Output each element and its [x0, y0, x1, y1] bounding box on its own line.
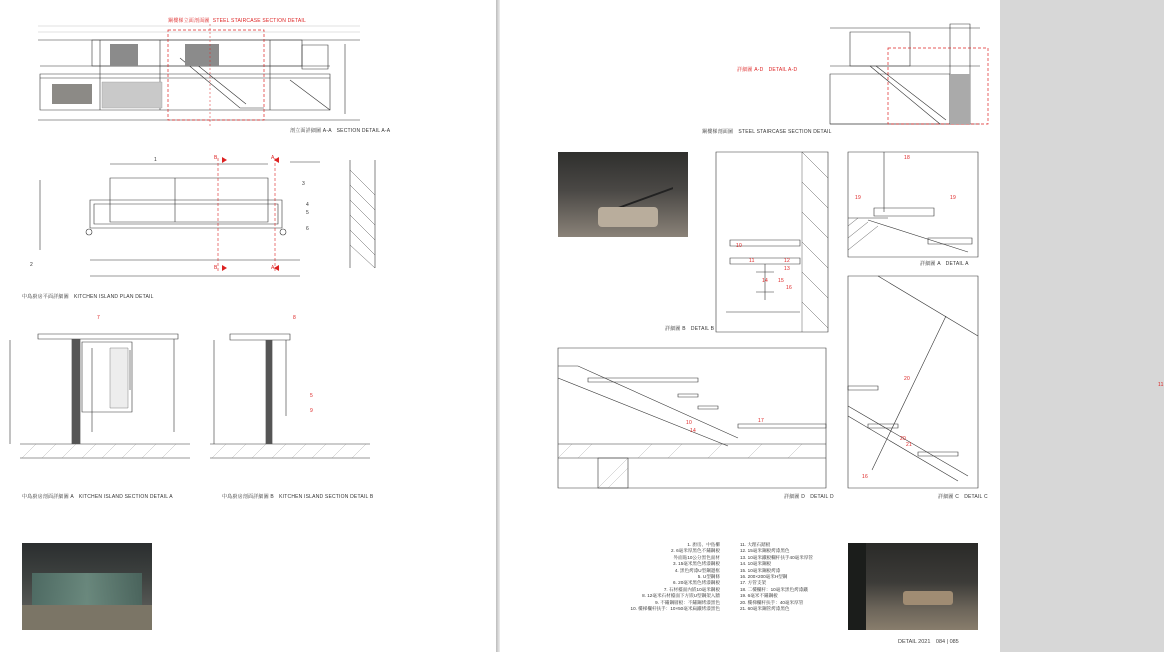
detail-c-marker-20: 20 — [904, 376, 910, 382]
detail-c-marker-16: 16 — [862, 474, 868, 480]
legend-item: 3. 15毫米黑色烤漆鋼板 — [673, 561, 720, 567]
detail-b-marker-10: 10 — [736, 243, 742, 249]
kitchen-section-b-caption: 中島廚房剖面詳細圖 B KITCHEN ISLAND SECTION DETAIL B — [222, 494, 374, 500]
plan-marker-1: 1 — [154, 157, 157, 163]
detail-b-marker-13: 13 — [784, 266, 790, 272]
left-page — [0, 0, 496, 652]
legend-item: 11. 大理石踏板 — [740, 542, 771, 547]
section-a-marker-7: 7 — [97, 315, 100, 321]
detail-a-caption: 詳細圖 A DETAIL A — [920, 261, 969, 267]
staircase-section-drawing — [830, 14, 980, 134]
detail-c-marker-21: 21 — [906, 442, 912, 448]
legend-item: 6. 20毫米黑色烤漆鋼板 — [673, 580, 720, 586]
legend-item: 2. 6毫米厚黑色不鏽鋼板 — [670, 548, 720, 554]
detail-a-marker-19a: 19 — [855, 195, 861, 201]
detail-a-marker-18: 18 — [904, 155, 910, 161]
legend-item: 17. 方管支架 — [740, 580, 767, 586]
plan-marker-4: 4 — [306, 202, 309, 208]
living-room-photo — [848, 543, 978, 630]
plan-marker-2: 2 — [30, 262, 33, 268]
kitchen-photo — [22, 543, 152, 630]
kitchen-plan-drawing — [0, 150, 496, 290]
detail-b-drawing — [716, 152, 828, 332]
legend-right — [740, 542, 850, 612]
legend-item: 1. 廚房、中島櫃 — [687, 542, 720, 547]
detail-c-marker-20b: 20 — [900, 436, 906, 442]
legend-item: 8. 12毫米石材檯面下方嵌U型鋼架入牆 — [642, 593, 720, 599]
detail-d-caption: 詳細圖 D DETAIL D — [784, 494, 834, 500]
section-marker-b-bottom: B — [214, 265, 218, 271]
legend-item: 19. 6毫米不鏽鋼板 — [740, 593, 778, 599]
section-a-a-drawing — [0, 0, 496, 140]
staircase-section-caption: 鋼樓梯剖面圖 STEEL STAIRCASE SECTION DETAIL — [702, 129, 832, 135]
kitchen-section-b-drawing — [200, 320, 400, 480]
section-b-marker-9: 9 — [310, 408, 313, 414]
plan-marker-6: 6 — [306, 226, 309, 232]
detail-b-marker-15: 15 — [778, 278, 784, 284]
plan-marker-3: 3 — [302, 181, 305, 187]
detail-ad-label: 詳細圖 A-D DETAIL A-D — [737, 67, 798, 73]
detail-d-marker-10: 10 — [686, 420, 692, 426]
section-marker-a-bottom: A — [271, 265, 275, 271]
legend-item: 外面貼10公分黑色面材 — [673, 554, 720, 560]
legend-item: 21. 60毫米鋼管烤漆黑色 — [740, 606, 790, 612]
kitchen-section-a-caption: 中島廚房剖面詳細圖 A KITCHEN ISLAND SECTION DETAIL A — [22, 494, 173, 500]
detail-a-drawing — [848, 152, 978, 257]
detail-c-caption: 詳細圖 C DETAIL C — [938, 494, 988, 500]
section-marker-a-top: A — [271, 155, 275, 161]
legend-item: 15. 10毫米鋼板烤漆 — [740, 567, 781, 573]
legend-item: 18. 二樓欄杆：10毫米黑色烤漆鐵 — [740, 586, 808, 592]
plan-marker-5: 5 — [306, 210, 309, 216]
detail-a-marker-19b: 19 — [950, 195, 956, 201]
legend-item: 14. 10毫米鋼板 — [740, 561, 772, 567]
legend-item: 9. 不鏽鋼層板：不鏽鋼烤漆黑色 — [655, 599, 720, 605]
legend-left — [590, 542, 720, 612]
detail-d-marker-14: 14 — [690, 428, 696, 434]
section-b-marker-5: 5 — [310, 393, 313, 399]
legend-item: 20. 樓梯欄杆扶手：40毫米厚管 — [740, 599, 804, 605]
kitchen-section-a-drawing — [0, 320, 200, 480]
detail-b-marker-12: 12 — [784, 258, 790, 264]
detail-b-caption: 詳細圖 B DETAIL B — [665, 326, 715, 332]
section-a-a-caption: 剖立面詳細圖 A-A SECTION DETAIL A-A — [290, 128, 391, 134]
kitchen-plan-caption: 中島廚房平面詳細圖 KITCHEN ISLAND PLAN DETAIL — [22, 294, 154, 300]
legend-item: 10. 樓梯欄杆扶手：10×50毫米扁鐵烤漆黑色 — [630, 606, 720, 612]
folio: DETAIL 2021 084 | 085 — [898, 639, 959, 645]
detail-d-marker-17: 17 — [758, 418, 764, 424]
detail-b-marker-16: 16 — [786, 285, 792, 291]
detail-d-marker-11: 11 — [1158, 382, 1164, 388]
legend-item: 7. 石材檯面內嵌10毫米鋼板 — [663, 586, 720, 592]
legend-item: 13. 10毫米鐵板欄杆扶手40毫米厚管 — [740, 554, 814, 560]
legend-item: 5. U型鋼條 — [697, 574, 720, 580]
staircase-photo — [558, 152, 688, 237]
legend-item: 4. 黑色烤漆U型鋼邊框 — [674, 567, 720, 573]
detail-b-marker-14: 14 — [762, 278, 768, 284]
detail-d-drawing — [558, 348, 826, 488]
detail-c-drawing — [848, 276, 978, 488]
section-b-marker-8: 8 — [293, 315, 296, 321]
legend-item: 16. 200×200毫米H型鋼 — [740, 574, 788, 580]
staircase-title-red: 鋼樓梯立面剖面圖 STEEL STAIRCASE SECTION DETAIL — [168, 18, 306, 24]
detail-b-marker-11: 11 — [749, 258, 755, 264]
section-marker-b-top: B — [214, 155, 218, 161]
legend-item: 12. 15毫米鋼板烤漆黑色 — [740, 548, 790, 554]
right-page — [500, 0, 1164, 652]
